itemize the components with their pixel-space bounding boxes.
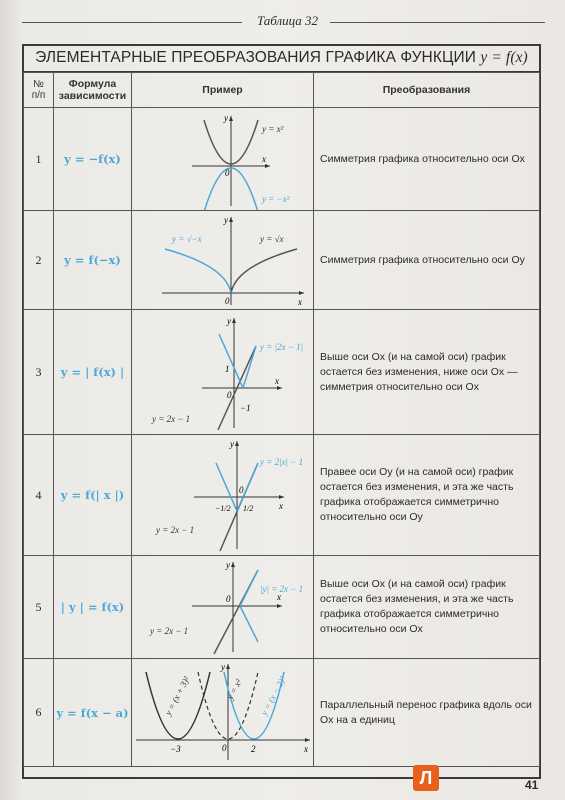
example-graph-3	[132, 310, 314, 434]
example-graph-1	[132, 108, 314, 210]
row-example	[132, 108, 314, 211]
row-formula: y = | f(x) |	[54, 310, 132, 435]
table-row	[24, 659, 540, 767]
row-example	[132, 556, 314, 659]
header-rule-right	[330, 22, 545, 23]
row-number: 2	[24, 211, 54, 310]
row-example	[132, 435, 314, 556]
header-transform: Преобразования	[314, 73, 540, 108]
table-row	[24, 310, 540, 435]
header-example: Пример	[132, 73, 314, 108]
axis-x-label: x	[279, 501, 283, 511]
row-example	[132, 211, 314, 310]
row-number: 3	[24, 310, 54, 435]
axis-x-label: x	[277, 592, 281, 602]
axis-y-label: y	[226, 560, 230, 570]
table-row	[24, 435, 540, 556]
row-formula: y = f(−x)	[54, 211, 132, 310]
row-description: Правее оси Oy (и на самой оси) график остается без изменения, и эта же часть графика отображается симметрично относительно оси Oy	[314, 435, 540, 556]
curve-label: y = (x − 2)²	[258, 674, 288, 717]
row-number: 5	[24, 556, 54, 659]
example-graph-4	[132, 435, 314, 555]
origin-label: 0	[225, 168, 230, 178]
header-no: № п/п	[24, 73, 54, 108]
origin-label: 0	[226, 594, 231, 604]
axis-y-label: y	[230, 439, 234, 449]
curve-label: y = (x + 3)²	[162, 674, 192, 717]
axis-y-label: y	[224, 215, 228, 225]
table-row	[24, 108, 540, 211]
row-description: Выше оси Ox (и на самой оси) график остается без изменения, и эта же часть графика отображается симметрично относительно оси Ox	[314, 556, 540, 659]
row-formula: y = f(x − a)	[54, 659, 132, 767]
example-graph-2	[132, 211, 314, 309]
row-formula: y = −f(x)	[54, 108, 132, 211]
table-row	[24, 556, 540, 659]
row-formula: | y | = f(x)	[54, 556, 132, 659]
tick-label: 2	[251, 743, 256, 754]
tick-label: 1/2	[243, 504, 254, 513]
row-number: 1	[24, 108, 54, 211]
axis-x-label: x	[275, 376, 279, 386]
header-formula: Формула зависимости	[54, 73, 132, 108]
tick-label: −1	[240, 403, 251, 413]
header-rule-left	[22, 22, 242, 23]
axis-y-label: y	[227, 316, 231, 326]
axis-y-label: y	[224, 113, 228, 123]
curve-label: y = 2x − 1	[152, 414, 191, 424]
publisher-logo-icon: Л	[413, 765, 439, 791]
row-number: 4	[24, 435, 54, 556]
row-number: 6	[24, 659, 54, 767]
row-example	[132, 310, 314, 435]
example-graph-5	[132, 556, 314, 658]
row-description: Симметрия графика относительно оси Oy	[314, 211, 540, 310]
table-row	[24, 211, 540, 310]
axis-x-label: x	[298, 297, 302, 307]
row-example	[132, 659, 314, 767]
origin-label: 0	[227, 390, 232, 400]
curve-label: |y| = 2x − 1	[260, 584, 304, 594]
curve-label: y = 2|x| − 1	[260, 457, 304, 467]
tick-label: 1	[225, 364, 230, 374]
title-text: ЭЛЕМЕНТАРНЫЕ ПРЕОБРАЗОВАНИЯ ГРАФИКА ФУНКЦИИ	[35, 49, 481, 66]
origin-label: 0	[225, 296, 230, 306]
row-description: Симметрия графика относительно оси Ox	[314, 108, 540, 211]
axis-x-label: x	[304, 743, 308, 754]
row-formula: y = f(| x |)	[54, 435, 132, 556]
curve-label: y = x²	[224, 676, 244, 701]
tick-label: −3	[170, 743, 181, 754]
axis-y-label: y	[221, 661, 225, 672]
row-description: Выше оси Ox (и на самой оси) график остается без изменения, ниже оси Ox — симметрия относительно оси Ox	[314, 310, 540, 435]
curve-label: y = |2x − 1|	[260, 342, 304, 352]
curve-label: y = √x	[260, 234, 284, 244]
page-number: 41	[525, 778, 539, 792]
header-row	[24, 73, 540, 108]
curve-label: y = x²	[262, 124, 284, 134]
curve-label: y = −x²	[262, 194, 290, 204]
example-graph-6	[132, 660, 314, 766]
curve-label: y = √−x	[172, 234, 202, 244]
tick-label: −1/2	[215, 504, 231, 513]
table-title	[22, 44, 541, 72]
origin-label: 0	[222, 742, 227, 753]
origin-label: 0	[239, 485, 244, 495]
table-label: Таблица 32	[256, 13, 319, 28]
row-description: Параллельный перенос графика вдоль оси Ox на a единиц	[314, 659, 540, 767]
curve-label: y = 2x − 1	[150, 626, 189, 636]
curve-label: y = 2x − 1	[156, 525, 195, 535]
transform-table	[23, 72, 540, 767]
title-math: y = f(x)	[480, 49, 528, 66]
axis-x-label: x	[262, 154, 266, 164]
